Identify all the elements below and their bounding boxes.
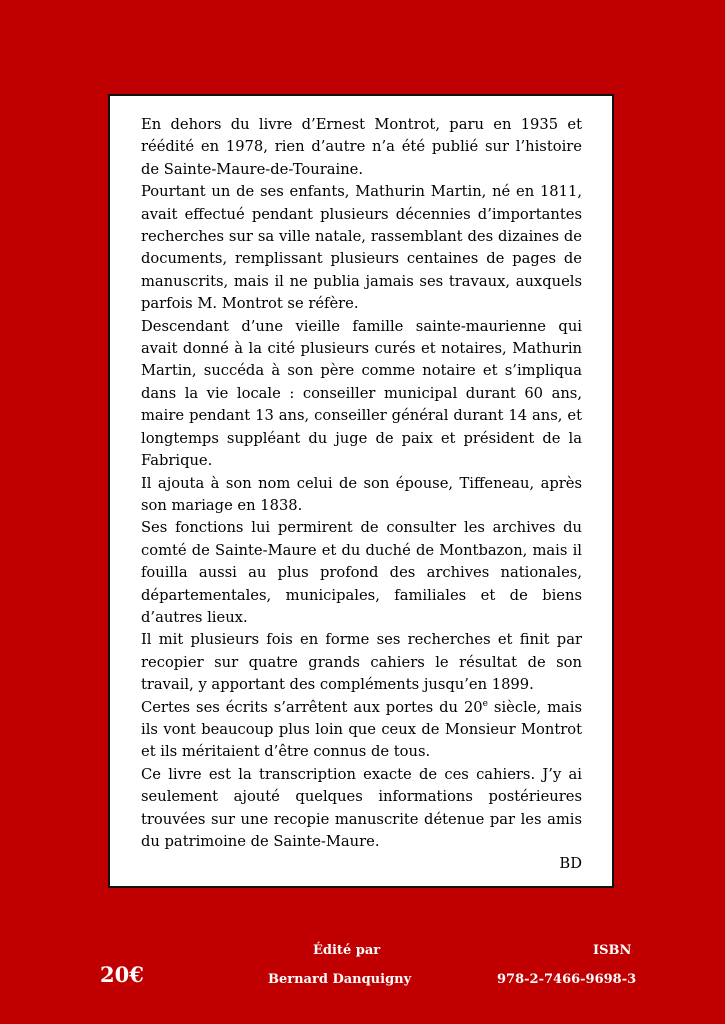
paragraph-7-end: siècle, mais ils vont beaucoup plus loin que ceux de Monsieur Montrot et ils méritaient d’être connus de tous.	[141, 698, 582, 761]
paragraph-8: Ce livre est la transcription exacte de ces cahiers. J’y ai seulement ajouté quelques informations postérieures trouvées sur une recopie manuscrite détenue par les amis du patrimoine de Sainte-Maure.	[141, 765, 582, 850]
signature: BD	[559, 855, 582, 873]
paragraph-6: Il mit plusieurs fois en forme ses recherches et finit par recopier sur quatre grands cahiers le résultat de son travail, y apportant des compléments jusqu’en 1899.	[141, 631, 582, 694]
publisher-name: Bernard Danquigny	[268, 972, 412, 987]
isbn-label: ISBN	[593, 943, 632, 958]
century-superscript: e	[482, 698, 488, 709]
summary-text-box	[108, 94, 614, 888]
paragraph-5: Ses fonctions lui permirent de consulter les archives du comté de Sainte-Maure et du duché de Montbazon, mais il fouilla aussi au plus profond des archives nationales, départementales, municipales, familiales et de biens d’autres lieux.	[141, 519, 582, 626]
isbn-number: 978-2-7466-9698-3	[497, 972, 637, 987]
paragraph-3: Descendant d’une vieille famille sainte-maurienne qui avait donné à la cité plusieurs curés et notaires, Mathurin Martin, succéda à son père comme notaire et s’impliqua dans la vie locale : conseiller municipal durant 60 ans, maire pendant 13 ans, conseiller général durant 14 ans, et longtemps suppléant du juge de paix et président de la Fabrique.	[141, 317, 582, 470]
edited-by-label: Édité par	[313, 943, 381, 958]
paragraph-2: Pourtant un de ses enfants, Mathurin Martin, né en 1811, avait effectué pendant plusieurs décennies d’importantes recherches sur sa ville natale, rassemblant des dizaines de documents, remplissant plusieurs centaines de pages de manuscrits, mais il ne publia jamais ses travaux, auxquels parfois M. Montrot se réfère.	[141, 183, 582, 313]
paragraph-7	[141, 697, 582, 764]
price: 20€	[100, 962, 144, 987]
paragraph-7-start: Certes ses écrits s’arrêtent aux portes du 20	[141, 698, 483, 716]
paragraph-1: En dehors du livre d’Ernest Montrot, paru en 1935 et réédité en 1978, rien d’autre n’a été publié sur l’histoire de Sainte-Maure-de-Touraine.	[141, 116, 582, 178]
paragraph-4: Il ajouta à son nom celui de son épouse, Tiffeneau, après son mariage en 1838.	[141, 474, 582, 514]
